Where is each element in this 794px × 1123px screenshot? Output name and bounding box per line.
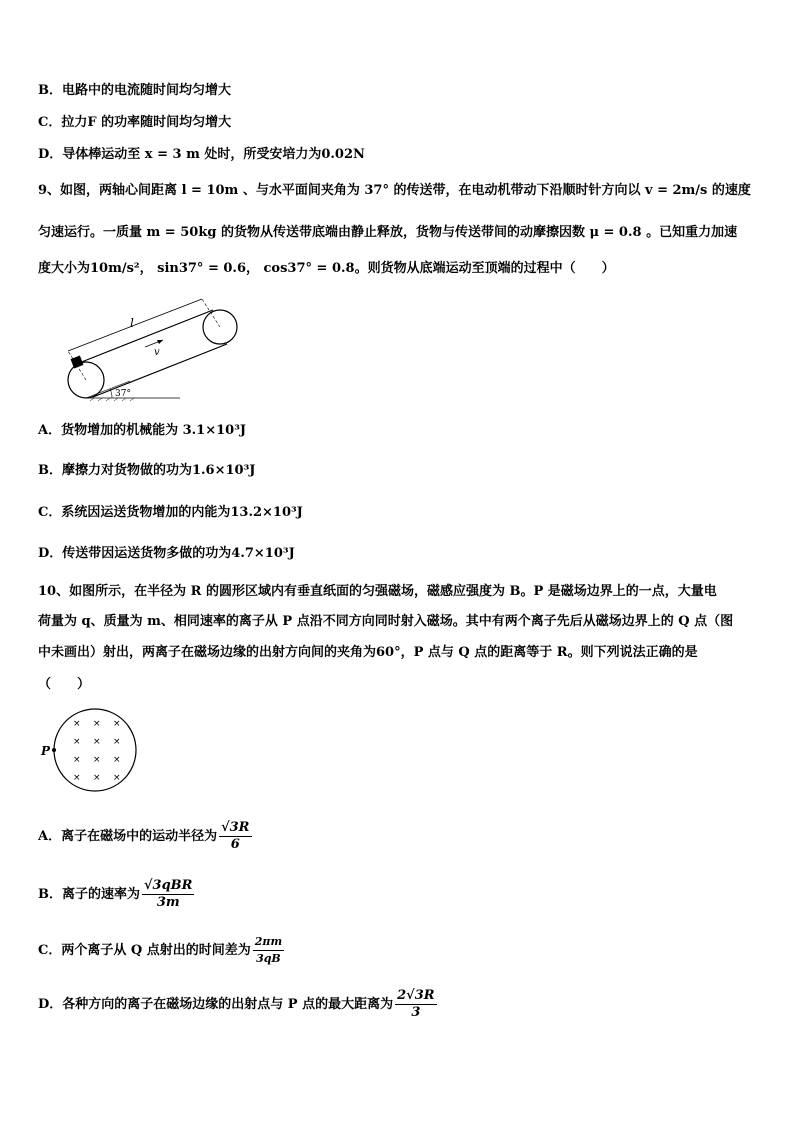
cross-mark: × bbox=[113, 737, 121, 747]
cross-mark: × bbox=[113, 719, 121, 729]
cargo-block bbox=[71, 356, 84, 369]
magnetic-field-figure bbox=[40, 706, 150, 796]
velocity-label: v bbox=[154, 347, 160, 358]
q8-option-d: D．导体棒运动至 x = 3 m 处时，所受安培力为0.02N bbox=[38, 147, 365, 162]
q10-option-b-numerator: √3qBR bbox=[144, 878, 193, 893]
q10-option-c-denominator: 3qB bbox=[256, 952, 281, 965]
cross-mark: × bbox=[113, 773, 121, 783]
q10-option-c-text: C．两个离子从 Q 点射出的时间差为 bbox=[38, 943, 251, 958]
q9-option-b: B．摩擦力对货物做的功为1.6×10³J bbox=[38, 463, 256, 478]
q10-option-c-numerator: 2πm bbox=[253, 934, 284, 951]
q10-option-b-denominator: 3m bbox=[156, 895, 180, 910]
cross-mark: × bbox=[73, 737, 81, 747]
q10-option-a bbox=[38, 820, 254, 853]
cross-mark: × bbox=[73, 755, 81, 765]
angle-label: 37° bbox=[115, 389, 131, 399]
point-p-label: P bbox=[41, 744, 51, 758]
q9-option-d: D．传送带因运送货物多做的功为4.7×10³J bbox=[38, 546, 295, 561]
q10-stem-line3: 中未画出）射出，两离子在磁场边缘的出射方向间的夹角为60°，P 点与 Q 点的距离等于 R。则下列说法正确的是 bbox=[38, 645, 698, 660]
q8-option-c: C．拉力F 的功率随时间均匀增大 bbox=[38, 115, 232, 130]
length-label: l bbox=[130, 316, 134, 330]
q10-option-a-text: A．离子在磁场中的运动半径为 bbox=[38, 829, 218, 844]
conveyor-belt-figure bbox=[60, 285, 250, 405]
cross-mark: × bbox=[93, 719, 101, 729]
cross-mark: × bbox=[93, 737, 101, 747]
q10-option-d bbox=[38, 988, 439, 1021]
q10-option-d-numerator: 2√3R bbox=[397, 988, 435, 1003]
q9-stem-line1: 9、如图，两轴心间距离 l = 10m 、与水平面间夹角为 37° 的传送带，在电动机带动下沿顺时针方向以 v = 2m/s 的速度 bbox=[38, 183, 751, 198]
cross-mark: × bbox=[73, 773, 81, 783]
q9-option-a: A．货物增加的机械能为 3.1×10³J bbox=[38, 423, 247, 438]
q10-stem-line1: 10、如图所示，在半径为 R 的圆形区域内有垂直纸面的匀强磁场，磁感应强度为 B。P 是磁场边界上的一点，大量电 bbox=[38, 584, 717, 599]
q10-option-b-text: B．离子的速率为 bbox=[38, 887, 140, 902]
q9-stem-line3: 度大小为10m/s²， sin37° = 0.6， cos37° = 0.8。则货物从底端运动至顶端的过程中（ ） bbox=[38, 261, 615, 276]
q10-option-d-text: D．各种方向的离子在磁场边缘的出射点与 P 点的最大距离为 bbox=[38, 997, 394, 1012]
q10-option-c bbox=[38, 934, 286, 967]
field-cross-marks bbox=[73, 719, 121, 783]
q10-option-b bbox=[38, 878, 196, 911]
q10-option-a-denominator: 6 bbox=[230, 837, 240, 852]
q9-option-c: C．系统因运送货物增加的内能为13.2×10³J bbox=[38, 505, 303, 520]
q9-stem-line2: 匀速运行。一质量 m = 50kg 的货物从传送带底端由静止释放，货物与传送带间的动摩擦因数 μ = 0.8 。已知重力加速 bbox=[38, 225, 738, 240]
q10-option-d-denominator: 3 bbox=[411, 1005, 421, 1020]
cross-mark: × bbox=[93, 755, 101, 765]
q8-option-b: B．电路中的电流随时间均匀增大 bbox=[38, 83, 231, 98]
q10-option-a-numerator: √3R bbox=[221, 820, 250, 835]
point-p-dot bbox=[52, 748, 56, 752]
q10-stem-line4: （ ） bbox=[38, 677, 91, 692]
cross-mark: × bbox=[113, 755, 121, 765]
q10-stem-line2: 荷量为 q、质量为 m、相同速率的离子从 P 点沿不同方向同时射入磁场。其中有两个离子先后从磁场边界上的 Q 点（图 bbox=[38, 614, 734, 629]
cross-mark: × bbox=[73, 719, 81, 729]
cross-mark: × bbox=[93, 773, 101, 783]
